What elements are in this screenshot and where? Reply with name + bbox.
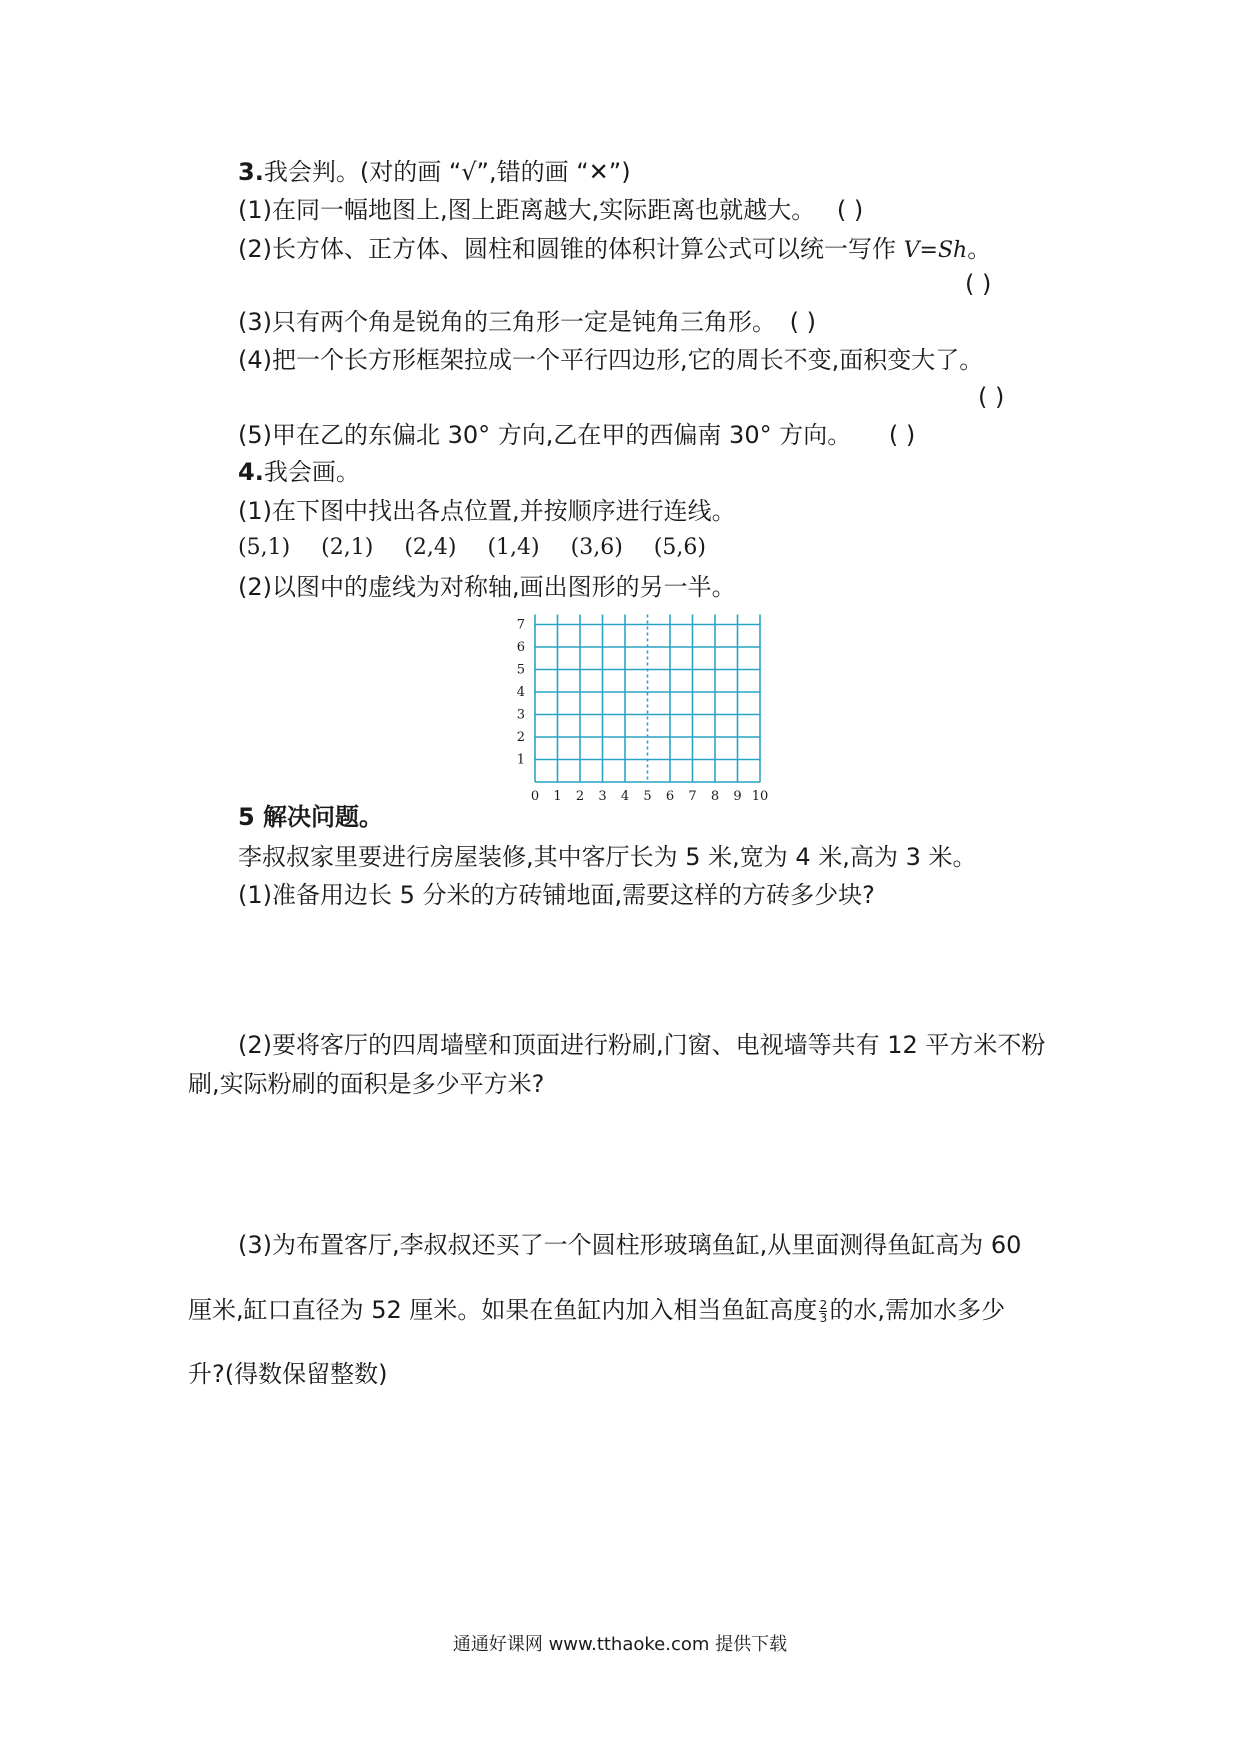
x-tick-label-2: 2 [575,789,585,800]
grid-labels [517,618,769,801]
question-3-line-2 [188,1293,1005,1327]
answer-blank-3[interactable]: ( ) [789,308,816,336]
question-3-line-3: 升?(得数保留整数) [188,1360,388,1388]
section3-title [238,155,631,189]
section3-item-3 [238,305,816,339]
point-4: (1,4) [487,535,540,560]
section3-item-5 [238,418,915,452]
section4-title [238,455,360,489]
y-tick-label-5: 5 [516,662,525,678]
fraction-denominator: 3 [819,1310,828,1325]
question-1: (1)准备用边长 5 分米的方砖铺地面,需要这样的方砖多少块? [238,881,875,909]
x-tick-label-1: 1 [553,789,562,800]
section3-item-5-text: (5)甲在乙的东偏北 30° 方向,乙在甲的西偏南 30° 方向。 [238,421,852,449]
answer-blank-2[interactable]: ( ) [965,270,992,298]
y-tick-label-3: 3 [516,707,525,723]
y-tick-label-7: 7 [516,617,525,633]
x-tick-label-5: 5 [643,789,652,800]
section3-item-4 [238,343,983,377]
section3-item-2-tail: 。 [967,235,992,263]
fraction-two-thirds [819,1299,827,1324]
x-tick-label-10: 10 [751,789,769,800]
section5-intro: 李叔叔家里要进行房屋装修,其中客厅长为 5 米,宽为 4 米,高为 3 米。 [238,843,977,871]
y-tick-label-6: 6 [516,640,525,655]
answer-blank-5[interactable]: ( ) [888,421,916,449]
point-2: (2,1) [321,535,374,560]
x-tick-label-8: 8 [710,789,720,800]
question-3-line-2-a: 厘米,缸口直径为 52 厘米。如果在鱼缸内加入相当鱼缸高度 [188,1296,818,1324]
point-6: (5,6) [653,535,706,560]
section4-title-text: 我会画。 [263,458,360,486]
y-tick-label-4: 4 [516,685,525,700]
section3-title-text: 我会判。(对的画 “√”,错的画 “✕”) [263,158,631,186]
footer-credit[interactable]: 通通好课网 www.tthaoke.com 提供下载 [452,1634,788,1655]
section3-item-1-text: (1)在同一幅地图上,图上距离越大,实际距离也就越大。 [238,196,816,224]
x-tick-label-0: 0 [530,789,540,800]
coordinate-grid[interactable] [495,600,785,800]
volume-formula: V=Sh [903,238,968,263]
section4-item-2: (2)以图中的虚线为对称轴,画出图形的另一半。 [238,573,736,601]
section5-title: 5 解决问题。 [238,803,384,831]
fraction-numerator: 2 [819,1297,828,1312]
x-tick-label-7: 7 [688,789,697,800]
x-tick-label-6: 6 [665,789,675,800]
section3-item-4-text: (4)把一个长方形框架拉成一个平行四边形,它的周长不变,面积变大了。 [238,346,984,374]
answer-blank-4[interactable]: ( ) [978,383,1005,411]
section3-item-2-text: (2)长方体、正方体、圆柱和圆锥的体积计算公式可以统一写作 [238,235,904,263]
grid-lines [535,615,760,783]
section4-item-1: (1)在下图中找出各点位置,并按顺序进行连线。 [238,497,736,525]
section3-number: 3. [238,158,264,186]
answer-blank-1[interactable]: ( ) [836,196,864,224]
x-tick-label-9: 9 [733,789,742,800]
x-tick-label-4: 4 [620,789,630,800]
question-3-line-1: (3)为布置客厅,李叔叔还买了一个圆柱形玻璃鱼缸,从里面测得鱼缸高为 60 [238,1231,1022,1259]
section3-item-1 [238,193,863,227]
x-tick-label-3: 3 [598,789,607,800]
section3-item-2 [238,232,991,268]
point-5: (3,6) [570,535,623,560]
section4-number: 4. [238,458,264,486]
point-1: (5,1) [238,535,291,560]
question-2-line-1: (2)要将客厅的四周墙壁和顶面进行粉刷,门窗、电视墙等共有 12 平方米不粉 [238,1031,1046,1059]
point-list [238,531,706,565]
question-2-line-2: 刷,实际粉刷的面积是多少平方米? [188,1070,545,1098]
section3-item-3-text: (3)只有两个角是锐角的三角形一定是钝角三角形。 [238,308,776,336]
question-3-line-2-b: 的水,需加水多少 [829,1296,1006,1324]
point-3: (2,4) [404,535,457,560]
y-tick-label-1: 1 [516,752,525,768]
y-tick-label-2: 2 [516,730,525,745]
